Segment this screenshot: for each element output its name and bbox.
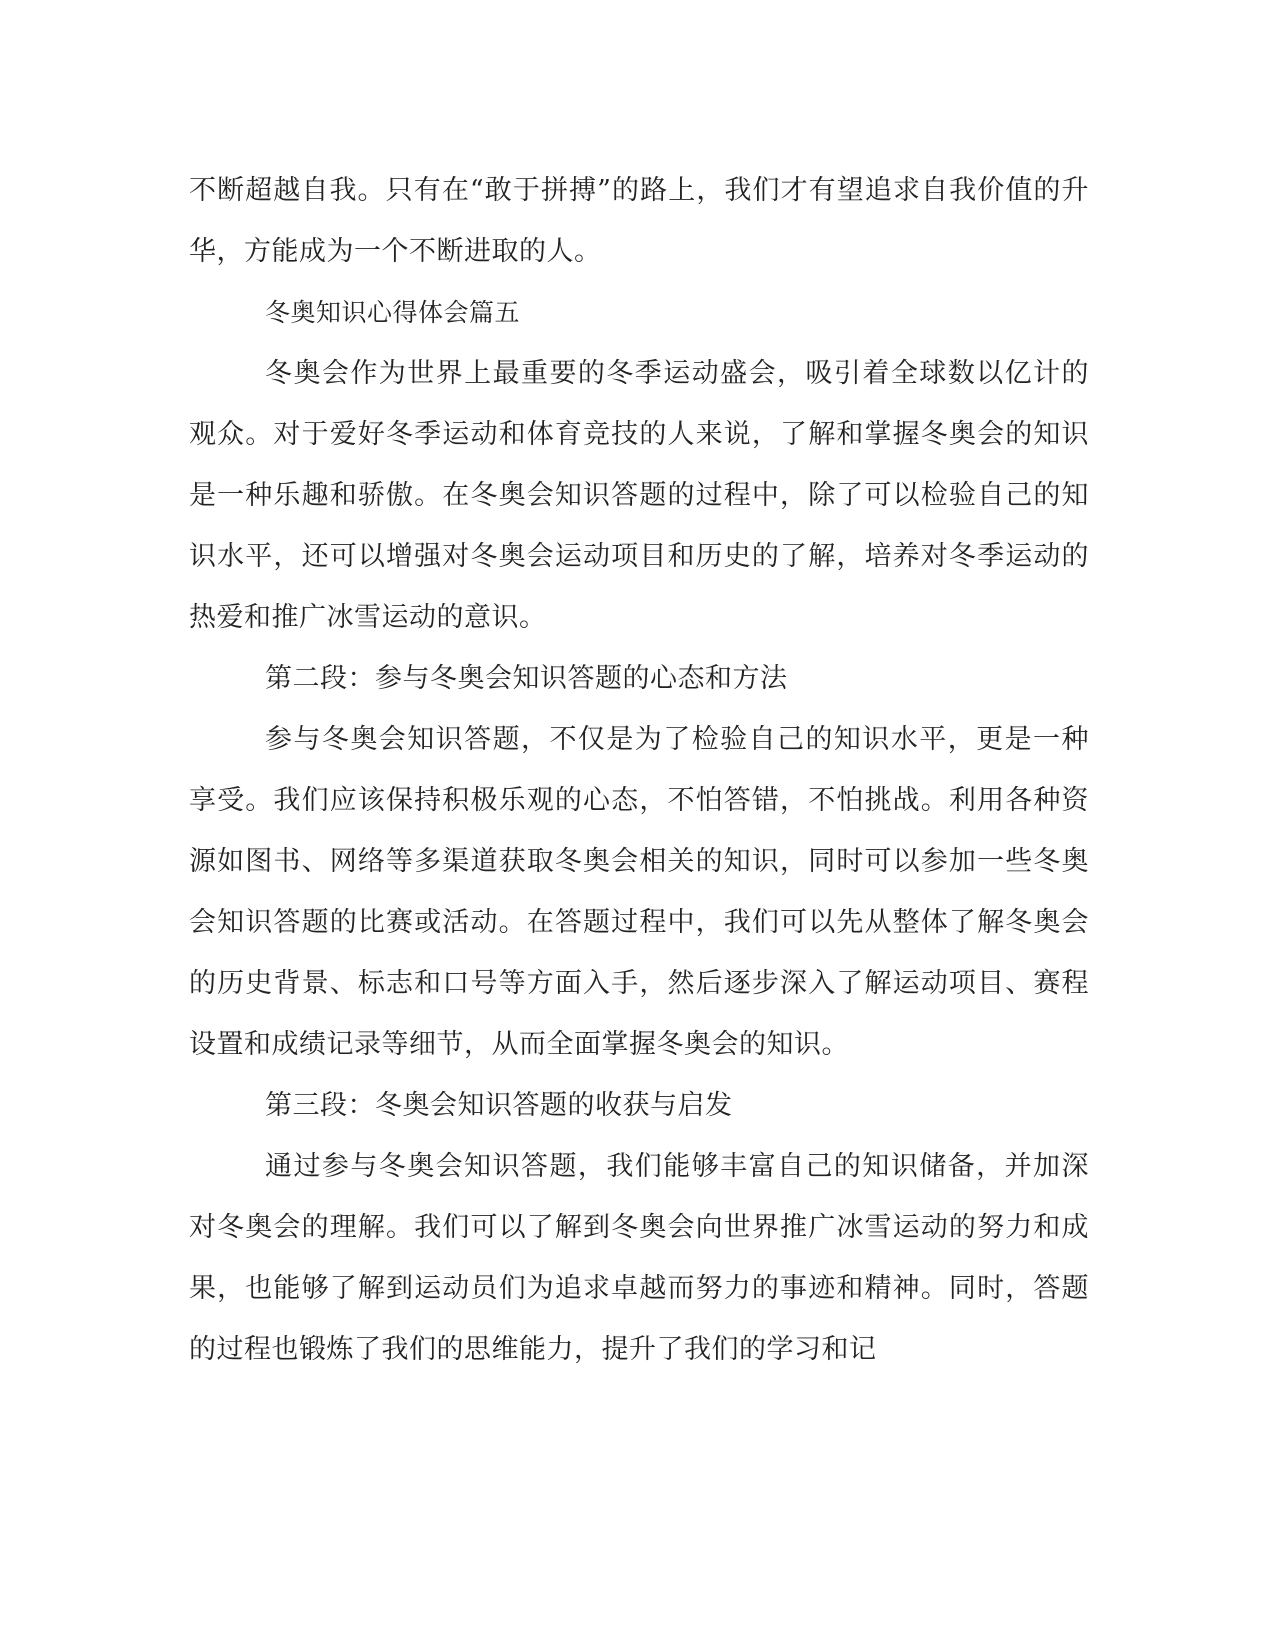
section-heading-3: 第三段：冬奥会知识答题的收获与启发 [265, 1090, 733, 1121]
body-paragraph: 冬奥会作为世界上最重要的冬季运动盛会，吸引着全球数以亿计的观众。对于爱好冬季运动和体育竞技的人来说，了解和掌握冬奥会的知识是一种乐趣和骄傲。在冬奥会知识答题的过程中，除了可以检验自己的知识水平，还可以增强对冬奥会运动项目和历史的了解，培养对冬季运动的热爱和推广冰雪运动的意识。 [189, 358, 1089, 633]
body-paragraph: 通过参与冬奥会知识答题，我们能够丰富自己的知识储备，并加深对冬奥会的理解。我们可以了解到冬奥会向世界推广冰雪运动的努力和成果，也能够了解到运动员们为追求卓越而努力的事迹和精神。同时，答题的过程也锻炼了我们的思维能力，提升了我们的学习和记 [189, 1151, 1089, 1365]
section-title: 冬奥知识心得体会篇五 [265, 298, 521, 327]
continuation-paragraph: 不断超越自我。只有在“敢于拼搏”的路上，我们才有望追求自我价值的升华，方能成为一个不断进取的人。 [189, 175, 1089, 267]
body-paragraph: 参与冬奥会知识答题，不仅是为了检验自己的知识水平，更是一种享受。我们应该保持积极乐观的心态，不怕答错，不怕挑战。利用各种资源如图书、网络等多渠道获取冬奥会相关的知识，同时可以参加一些冬奥会知识答题的比赛或活动。在答题过程中，我们可以先从整体了解冬奥会的历史背景、标志和口号等方面入手，然后逐步深入了解运动项目、赛程设置和成绩记录等细节，从而全面掌握冬奥会的知识。 [189, 724, 1089, 1060]
document-body [189, 160, 1089, 1380]
section-heading-2: 第二段：参与冬奥会知识答题的心态和方法 [265, 663, 788, 694]
